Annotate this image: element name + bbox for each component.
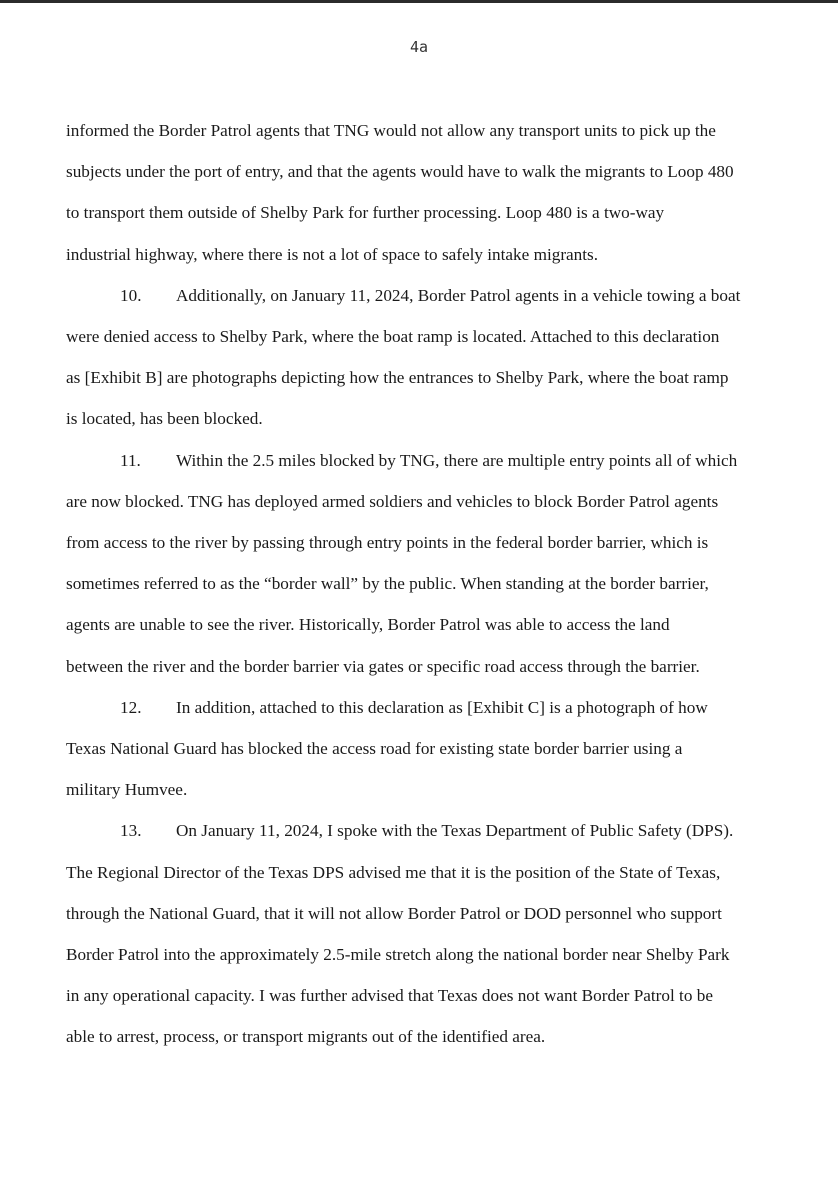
- text-line: through the National Guard, that it will not allow Border Patrol or DOD personnel who support: [66, 903, 722, 923]
- text-line: informed the Border Patrol agents that TNG would not allow any transport units to pick up the: [66, 121, 716, 140]
- text-line: Border Patrol into the approximately 2.5-mile stretch along the national border near Shelby Park: [66, 945, 730, 965]
- paragraph-first-line: [66, 810, 778, 851]
- text-line: between the river and the border barrier via gates or specific road access through the barrier.: [66, 656, 700, 676]
- text-line: were denied access to Shelby Park, where the boat ramp is located. Attached to this declaration: [66, 327, 720, 347]
- paragraph-text: In addition, attached to this declaration as [Exhibit C] is a photograph of how: [176, 697, 708, 717]
- paragraph-10: [66, 275, 778, 440]
- text-line: Texas National Guard has blocked the access road for existing state border barrier using a: [66, 739, 683, 759]
- text-line: are now blocked. TNG has deployed armed soldiers and vehicles to block Border Patrol agents: [66, 491, 719, 511]
- continuation-paragraph: [66, 110, 778, 275]
- text-line: is located, has been blocked.: [66, 409, 263, 429]
- paragraph-number: 10.: [120, 285, 142, 305]
- paragraph-text: Within the 2.5 miles blocked by TNG, there are multiple entry points all of which: [176, 450, 738, 470]
- text-line: from access to the river by passing through entry points in the federal border barrier, which is: [66, 533, 709, 553]
- text-line: sometimes referred to as the “border wall” by the public. When standing at the border barrier,: [66, 574, 709, 594]
- text-line: in any operational capacity. I was further advised that Texas does not want Border Patrol to be: [66, 986, 713, 1006]
- top-edge-rule: [0, 0, 838, 3]
- paragraph-number: 12.: [120, 697, 142, 717]
- text-line: military Humvee.: [66, 780, 188, 800]
- paragraph-first-line: [66, 687, 778, 728]
- paragraph-number: 13.: [120, 821, 142, 841]
- text-line: subjects under the port of entry, and that the agents would have to walk the migrants to Loop 480: [66, 162, 734, 182]
- paragraph-text: On January 11, 2024, I spoke with the Texas Department of Public Safety (DPS).: [176, 821, 734, 841]
- paragraph-first-line: [66, 440, 778, 481]
- text-line: industrial highway, where there is not a lot of space to safely intake migrants.: [66, 244, 599, 264]
- text-line: as [Exhibit B] are photographs depicting how the entrances to Shelby Park, where the boat ramp: [66, 368, 729, 388]
- paragraph-11: [66, 440, 778, 687]
- text-line: able to arrest, process, or transport migrants out of the identified area.: [66, 1027, 546, 1047]
- page-number: 4a: [409, 38, 429, 56]
- document-body: [66, 110, 778, 1058]
- text-line: The Regional Director of the Texas DPS advised me that it is the position of the State of Texas,: [66, 862, 721, 882]
- paragraph-number: 11.: [120, 450, 141, 470]
- paragraph-text: Additionally, on January 11, 2024, Border Patrol agents in a vehicle towing a boat: [176, 285, 741, 305]
- text-line: agents are unable to see the river. Historically, Border Patrol was able to access the land: [66, 615, 670, 635]
- paragraph-first-line: [66, 275, 778, 316]
- paragraph-12: [66, 687, 778, 811]
- text-line: to transport them outside of Shelby Park for further processing. Loop 480 is a two-way: [66, 203, 665, 223]
- paragraph-13: [66, 810, 778, 1057]
